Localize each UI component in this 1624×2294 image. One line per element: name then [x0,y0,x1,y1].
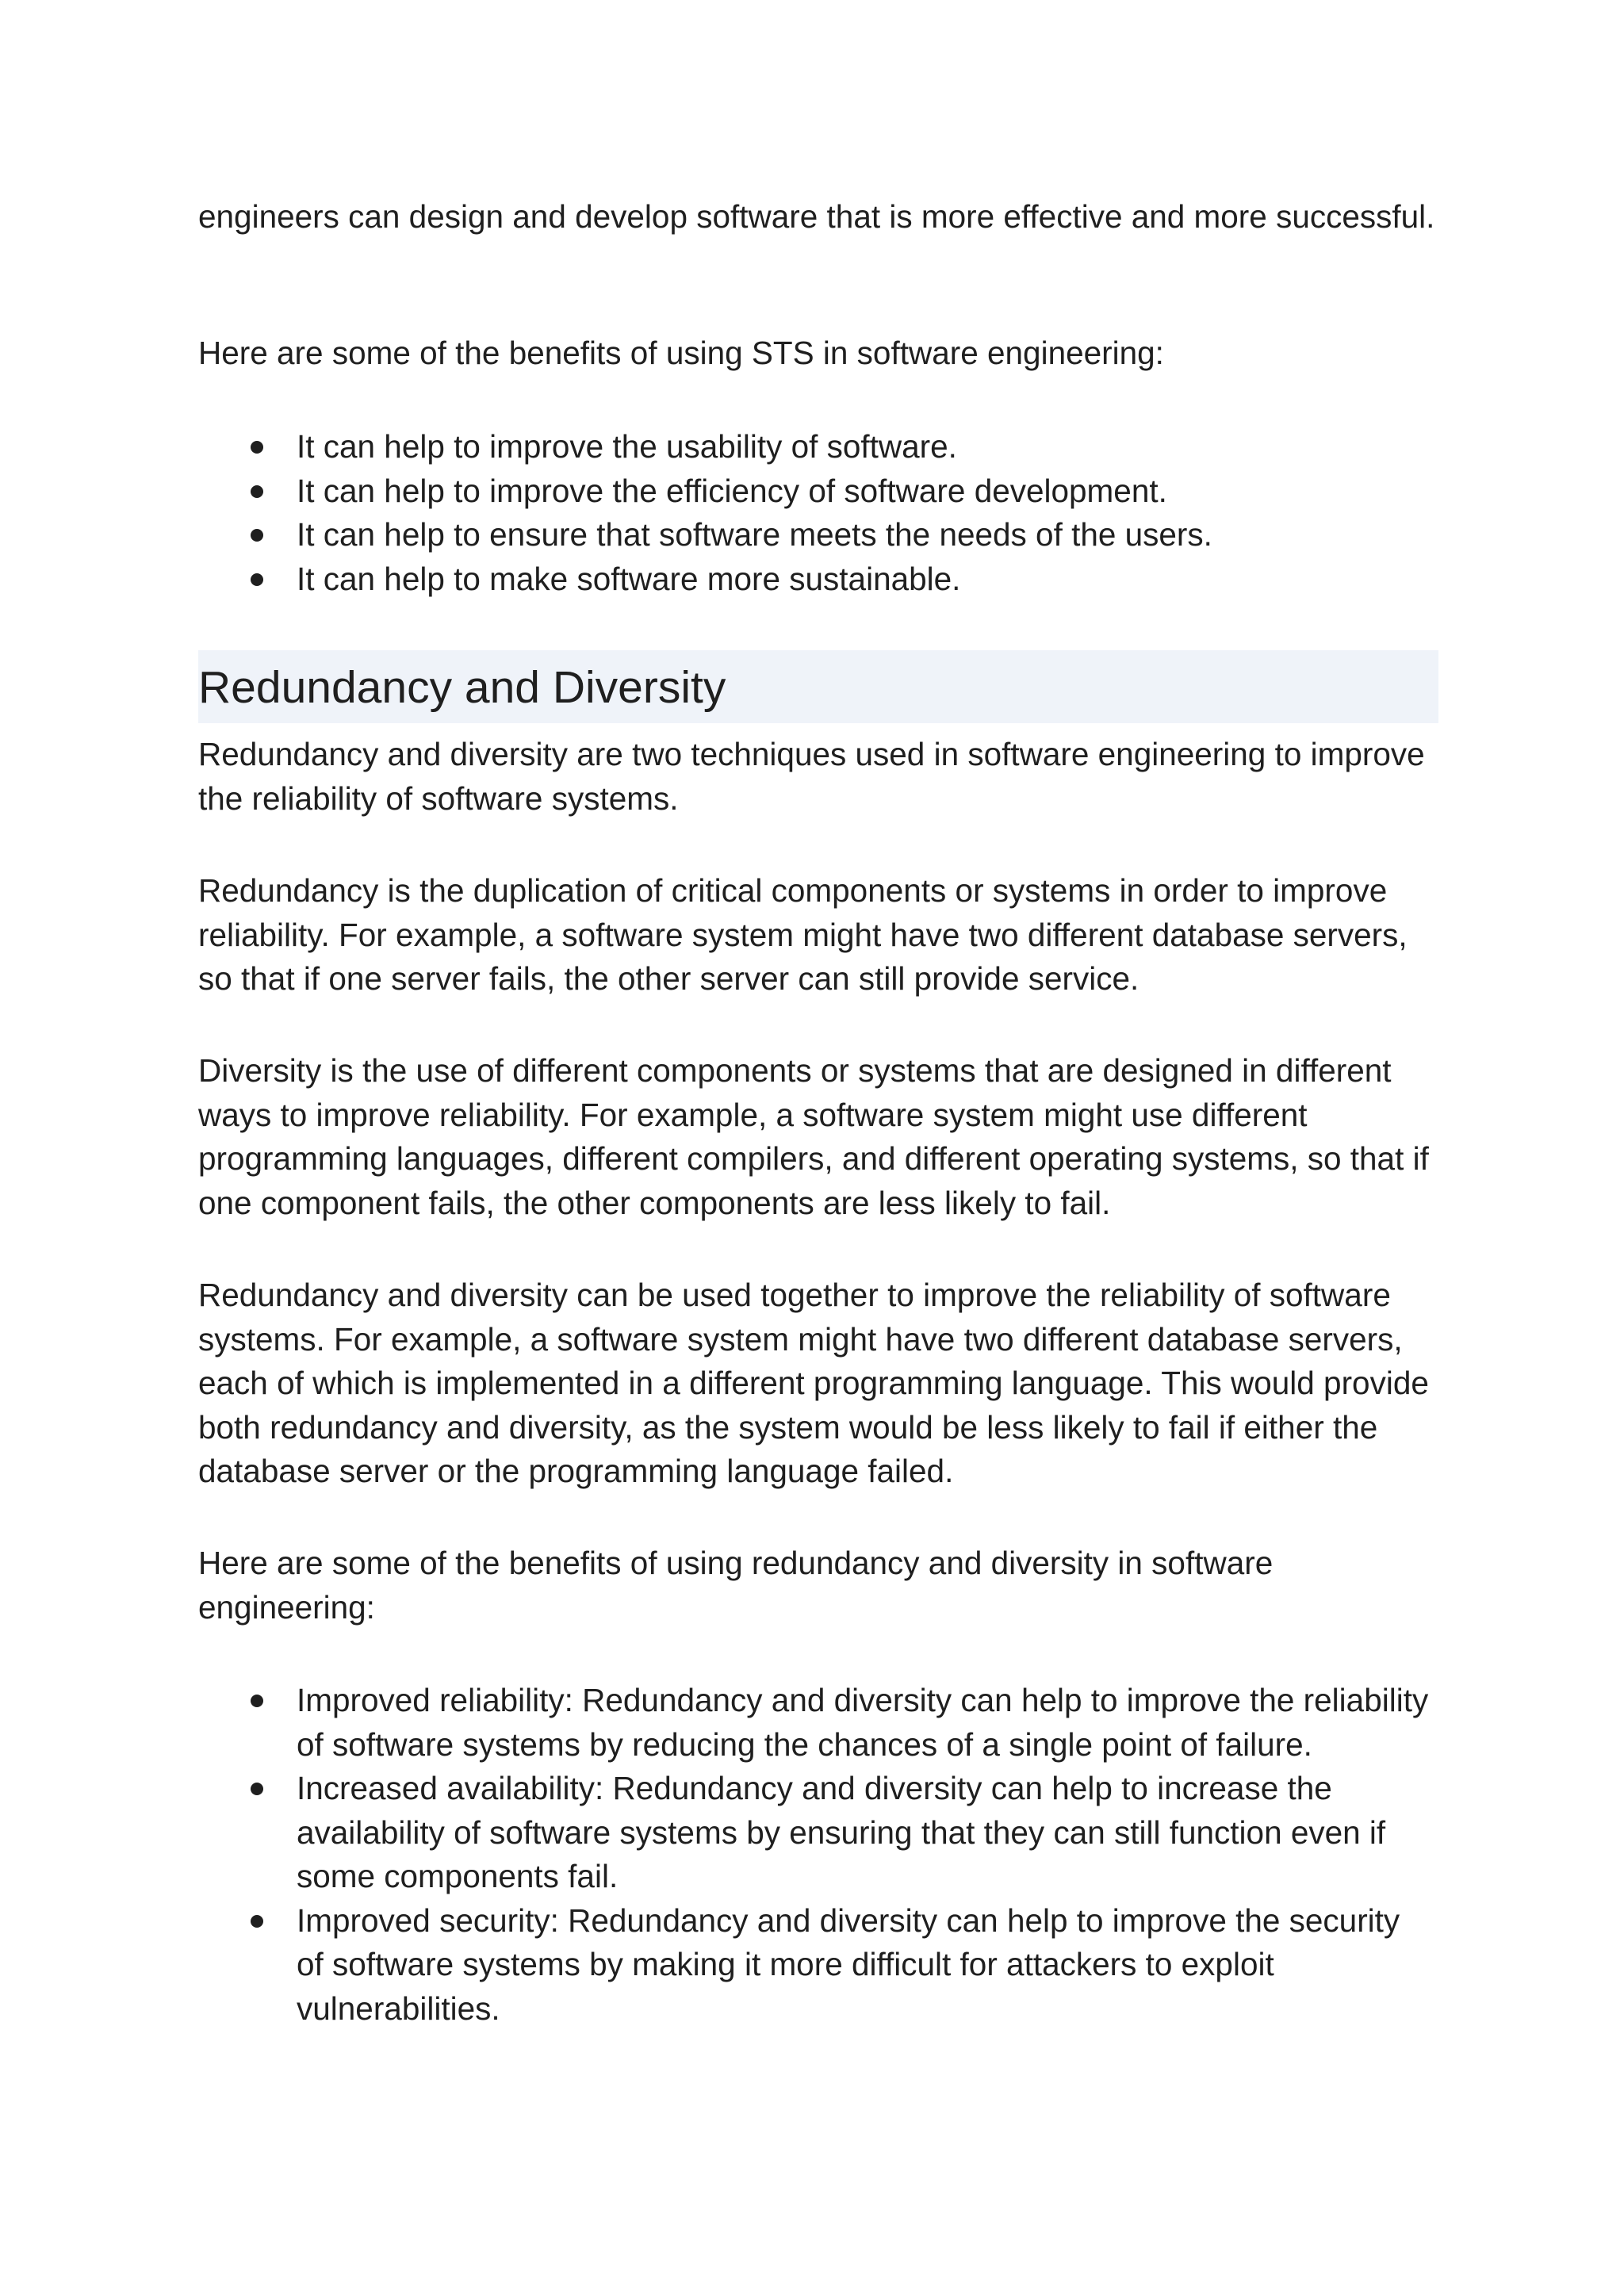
list-item: It can help to improve the usability of software. [198,425,1435,469]
sts-benefits-list [198,425,1435,601]
list-item: Improved security: Redundancy and diversity can help to improve the security of software systems by making it more difficult for attackers to exploit vulnerabilities. [198,1899,1435,2032]
list-item: It can help to improve the efficiency of software development. [198,469,1435,514]
bullet-icon [251,1915,263,1928]
bullet-icon [251,485,263,498]
bullet-icon [251,441,263,454]
combined-paragraph: Redundancy and diversity can be used together to improve the reliability of software systems. For example, a software system might have two different database servers, each of which is implemented in a different programming language. This would provide both redundancy and diversity, as the system would be less likely to fail if either the database server or the programming language failed. [198,1277,1429,1489]
list-item: It can help to ensure that software meets the needs of the users. [198,513,1435,557]
diversity-paragraph: Diversity is the use of different components or systems that are designed in different ways to improve reliability. For example, a software system might use different programming languages, different compilers, and different operating systems, so that if one component fails, the other components are less likely to fail. [198,1052,1429,1221]
redundancy-benefits-list [198,1679,1435,2031]
sts-benefits-lead-paragraph: Here are some of the benefits of using STS in software engineering: [198,335,1164,371]
intro-continuation-paragraph: engineers can design and develop software that is more effective and more successful. [198,198,1435,235]
section-intro-paragraph: Redundancy and diversity are two techniques used in software engineering to improve the reliability of software systems. [198,736,1425,817]
bullet-icon [251,573,263,586]
list-item: Increased availability: Redundancy and diversity can help to increase the availability of software systems by ensuring that they can still function even if some components fail. [198,1767,1435,1899]
section-heading: Redundancy and Diversity [198,662,726,713]
bullet-icon [251,529,263,542]
redundancy-benefits-lead-paragraph: Here are some of the benefits of using redundancy and diversity in software engineering: [198,1545,1274,1626]
bullet-icon [251,1695,263,1707]
list-item: It can help to make software more sustainable. [198,557,1435,602]
list-item: Improved reliability: Redundancy and diversity can help to improve the reliability of software systems by reducing the chances of a single point of failure. [198,1679,1435,1767]
redundancy-paragraph: Redundancy is the duplication of critical components or systems in order to improve reliability. For example, a software system might have two different database servers, so that if one server fails, the other server can still provide service. [198,872,1408,997]
bullet-icon [251,1783,263,1795]
